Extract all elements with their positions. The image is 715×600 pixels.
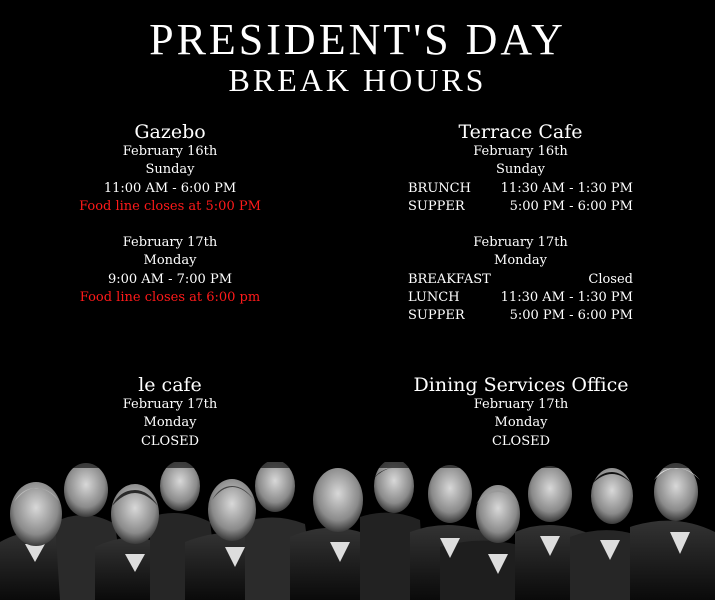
terrace-day1-weekday: Sunday — [495, 162, 546, 178]
gazebo-day2-date: February 17th — [122, 235, 218, 251]
gazebo-day1-weekday: Sunday — [145, 162, 195, 178]
gazebo-day2-note: Food line closes at 6:00 pm — [79, 290, 261, 306]
title-line-2: BREAK HOURS — [228, 62, 487, 98]
dining-section — [395, 373, 647, 451]
lecafe-status: CLOSED — [140, 433, 200, 449]
terrace-day1-row — [408, 198, 633, 216]
lecafe-heading: le cafe — [138, 374, 202, 396]
meal-time: 11:30 AM - 1:30 PM — [500, 180, 633, 196]
gazebo-day1-note: Food line closes at 5:00 PM — [79, 198, 261, 214]
gazebo-section — [70, 120, 270, 307]
meal-time: 11:30 AM - 1:30 PM — [500, 290, 633, 306]
presidents-photo — [0, 462, 715, 600]
meal-label: BRUNCH — [408, 180, 471, 196]
terrace-day2-date: February 17th — [473, 235, 568, 251]
meal-label: SUPPER — [408, 308, 465, 324]
gazebo-day1-date: February 16th — [122, 144, 218, 159]
terrace-day2-row — [408, 289, 633, 307]
gazebo-day2-hours: 9:00 AM - 7:00 PM — [107, 271, 233, 287]
gazebo-day1-hours: 11:00 AM - 6:00 PM — [103, 180, 237, 196]
dining-weekday: Monday — [494, 415, 548, 431]
gazebo-day2-weekday: Monday — [143, 253, 197, 269]
lecafe-date: February 17th — [122, 397, 218, 412]
lecafe-section — [70, 373, 270, 451]
title-line-1: PRESIDENT'S DAY — [149, 15, 566, 64]
dining-status: CLOSED — [491, 433, 551, 449]
terrace-day1-row — [408, 180, 633, 198]
meal-label: LUNCH — [408, 290, 460, 306]
dining-date: February 17th — [473, 397, 569, 412]
terrace-section — [408, 120, 633, 326]
meal-time: 5:00 PM - 6:00 PM — [509, 308, 633, 324]
terrace-day1-date: February 16th — [473, 144, 568, 159]
meal-time: 5:00 PM - 6:00 PM — [509, 198, 633, 214]
lecafe-weekday: Monday — [143, 415, 197, 431]
terrace-day2-weekday: Monday — [494, 253, 547, 269]
meal-label: SUPPER — [408, 198, 465, 214]
terrace-day2-row — [408, 271, 633, 289]
gazebo-heading: Gazebo — [134, 121, 206, 143]
terrace-heading: Terrace Cafe — [458, 121, 583, 143]
terrace-day2-row — [408, 307, 633, 325]
meal-time: Closed — [588, 271, 633, 287]
dining-heading: Dining Services Office — [413, 374, 629, 396]
meal-label: BREAKFAST — [408, 271, 491, 287]
